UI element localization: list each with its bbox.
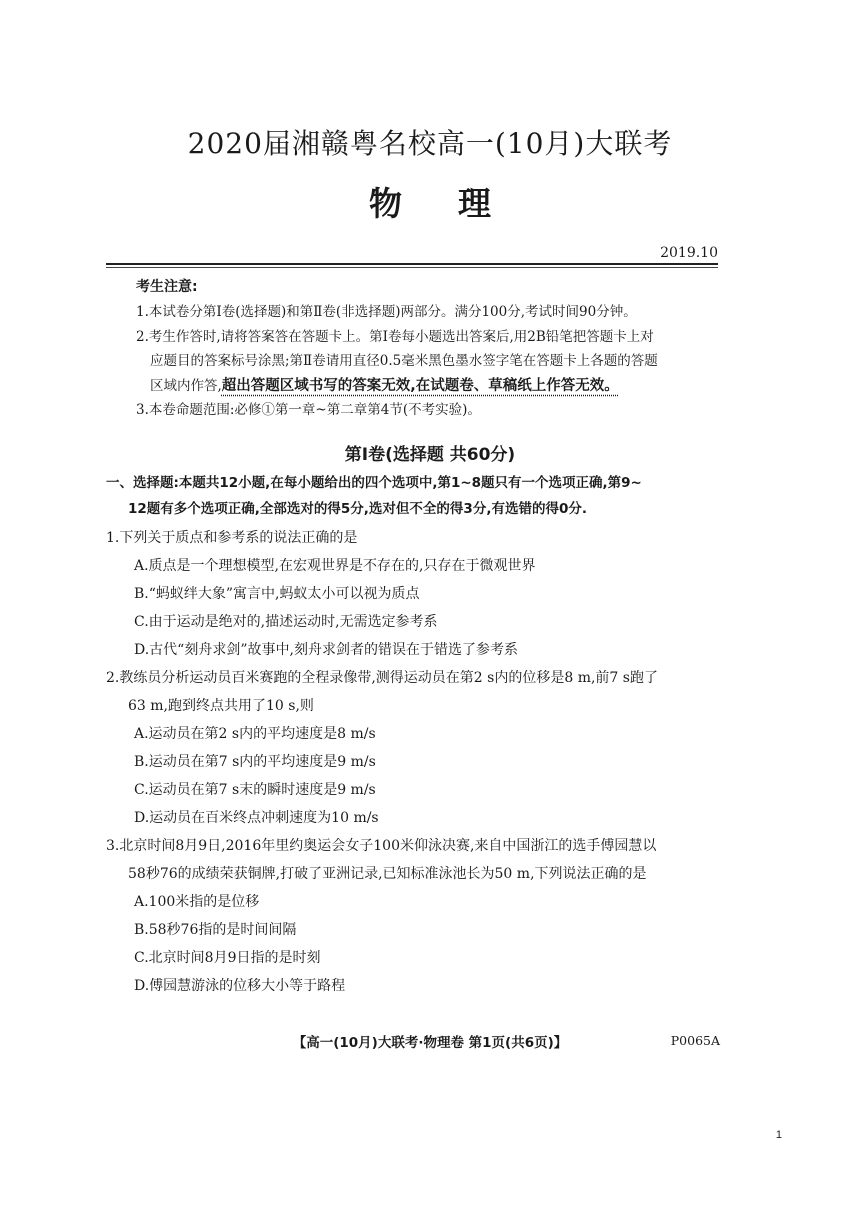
notice-box [136, 276, 736, 423]
question-stem: 3.北京时间8月9日,2016年里约奥运会女子100米仰泳决赛,来自中国浙江的选手傅园慧以 [106, 838, 657, 854]
option-c: C.北京时间8月9日指的是时刻 [134, 950, 321, 966]
notice-item-2-line-3 [136, 374, 736, 399]
question-stem-continued: 58秒76的成绩荣获铜牌,打破了亚洲记录,已知标准泳池长为50 m,下列说法正确的是 [128, 866, 647, 882]
option-d: D.傅园慧游泳的位移大小等于路程 [134, 978, 346, 994]
paper-code: P0065A [670, 1033, 720, 1048]
notice-item-1: 1.本试卷分第Ⅰ卷(选择题)和第Ⅱ卷(非选择题)两部分。满分100分,考试时间90分钟。 [136, 304, 637, 320]
question-2 [106, 664, 726, 832]
instructions-line-2: 12题有多个选项正确,全部选对的得5分,选对但不全的得3分,有选错的得0分. [128, 501, 587, 517]
option-a: A.100米指的是位移 [134, 894, 260, 910]
notice-heading: 考生注意: [136, 279, 198, 295]
notice-item-3: 3.本卷命题范围:必修①第一章~第二章第4节(不考实验)。 [136, 402, 481, 418]
option-c: C.运动员在第7 s末的瞬时速度是9 m/s [134, 782, 376, 798]
question-stem-continued: 63 m,跑到终点共用了10 s,则 [128, 698, 314, 714]
page-footer: 【高一(10月)大联考·物理卷 第1页(共6页)】 [292, 1035, 568, 1051]
subject-title: 物理 [369, 184, 547, 223]
question-1 [106, 524, 726, 664]
section-title: 第Ⅰ卷(选择题 共60分) [344, 445, 516, 465]
option-d: D.运动员在百米终点冲刺速度为10 m/s [134, 810, 379, 826]
option-d: D.古代“刻舟求剑”故事中,刻舟求剑者的错误在于错选了参考系 [134, 642, 518, 658]
exam-title: 2020届湘赣粤名校高一(10月)大联考 [187, 127, 673, 160]
section-instructions [106, 470, 726, 522]
notice-item-2-line-1: 2.考生作答时,请将答案答在答题卡上。第Ⅰ卷每小题选出答案后,用2B铅笔把答题卡上对 [136, 328, 654, 345]
page-number: 1 [775, 1129, 782, 1141]
notice-item-2-line-2: 应题目的答案标号涂黑;第Ⅱ卷请用直径0.5毫米黑色墨水签字笔在答题卡上各题的答题 [150, 353, 658, 369]
notice-warning: 超出答题区域书写的答案无效,在试题卷、草稿纸上作答无效。 [221, 377, 619, 394]
instructions-line-1: 一、选择题:本题共12小题,在每小题给出的四个选项中,第1~8题只有一个选项正确,第9~ [106, 475, 642, 491]
option-b: B.58秒76指的是时间间隔 [134, 922, 297, 938]
question-stem: 2.教练员分析运动员百米赛跑的全程录像带,测得运动员在第2 s内的位移是8 m,前7 s跑了 [106, 670, 658, 686]
question-list [106, 524, 726, 1000]
question-3 [106, 832, 726, 1000]
option-a: A.质点是一个理想模型,在宏观世界是不存在的,只存在于微观世界 [134, 558, 536, 574]
option-b: B.“蚂蚁绊大象”寓言中,蚂蚁太小可以视为质点 [134, 586, 420, 602]
notice-item-2-prefix: 区域内作答, [150, 377, 222, 394]
question-stem: 1.下列关于质点和参考系的说法正确的是 [106, 530, 358, 546]
header-rule-thin [106, 267, 718, 268]
exam-date: 2019.10 [660, 245, 718, 261]
option-a: A.运动员在第2 s内的平均速度是8 m/s [134, 726, 376, 742]
option-b: B.运动员在第7 s内的平均速度是9 m/s [134, 754, 376, 770]
option-c: C.由于运动是绝对的,描述运动时,无需选定参考系 [134, 614, 438, 630]
header-rule [106, 263, 718, 265]
